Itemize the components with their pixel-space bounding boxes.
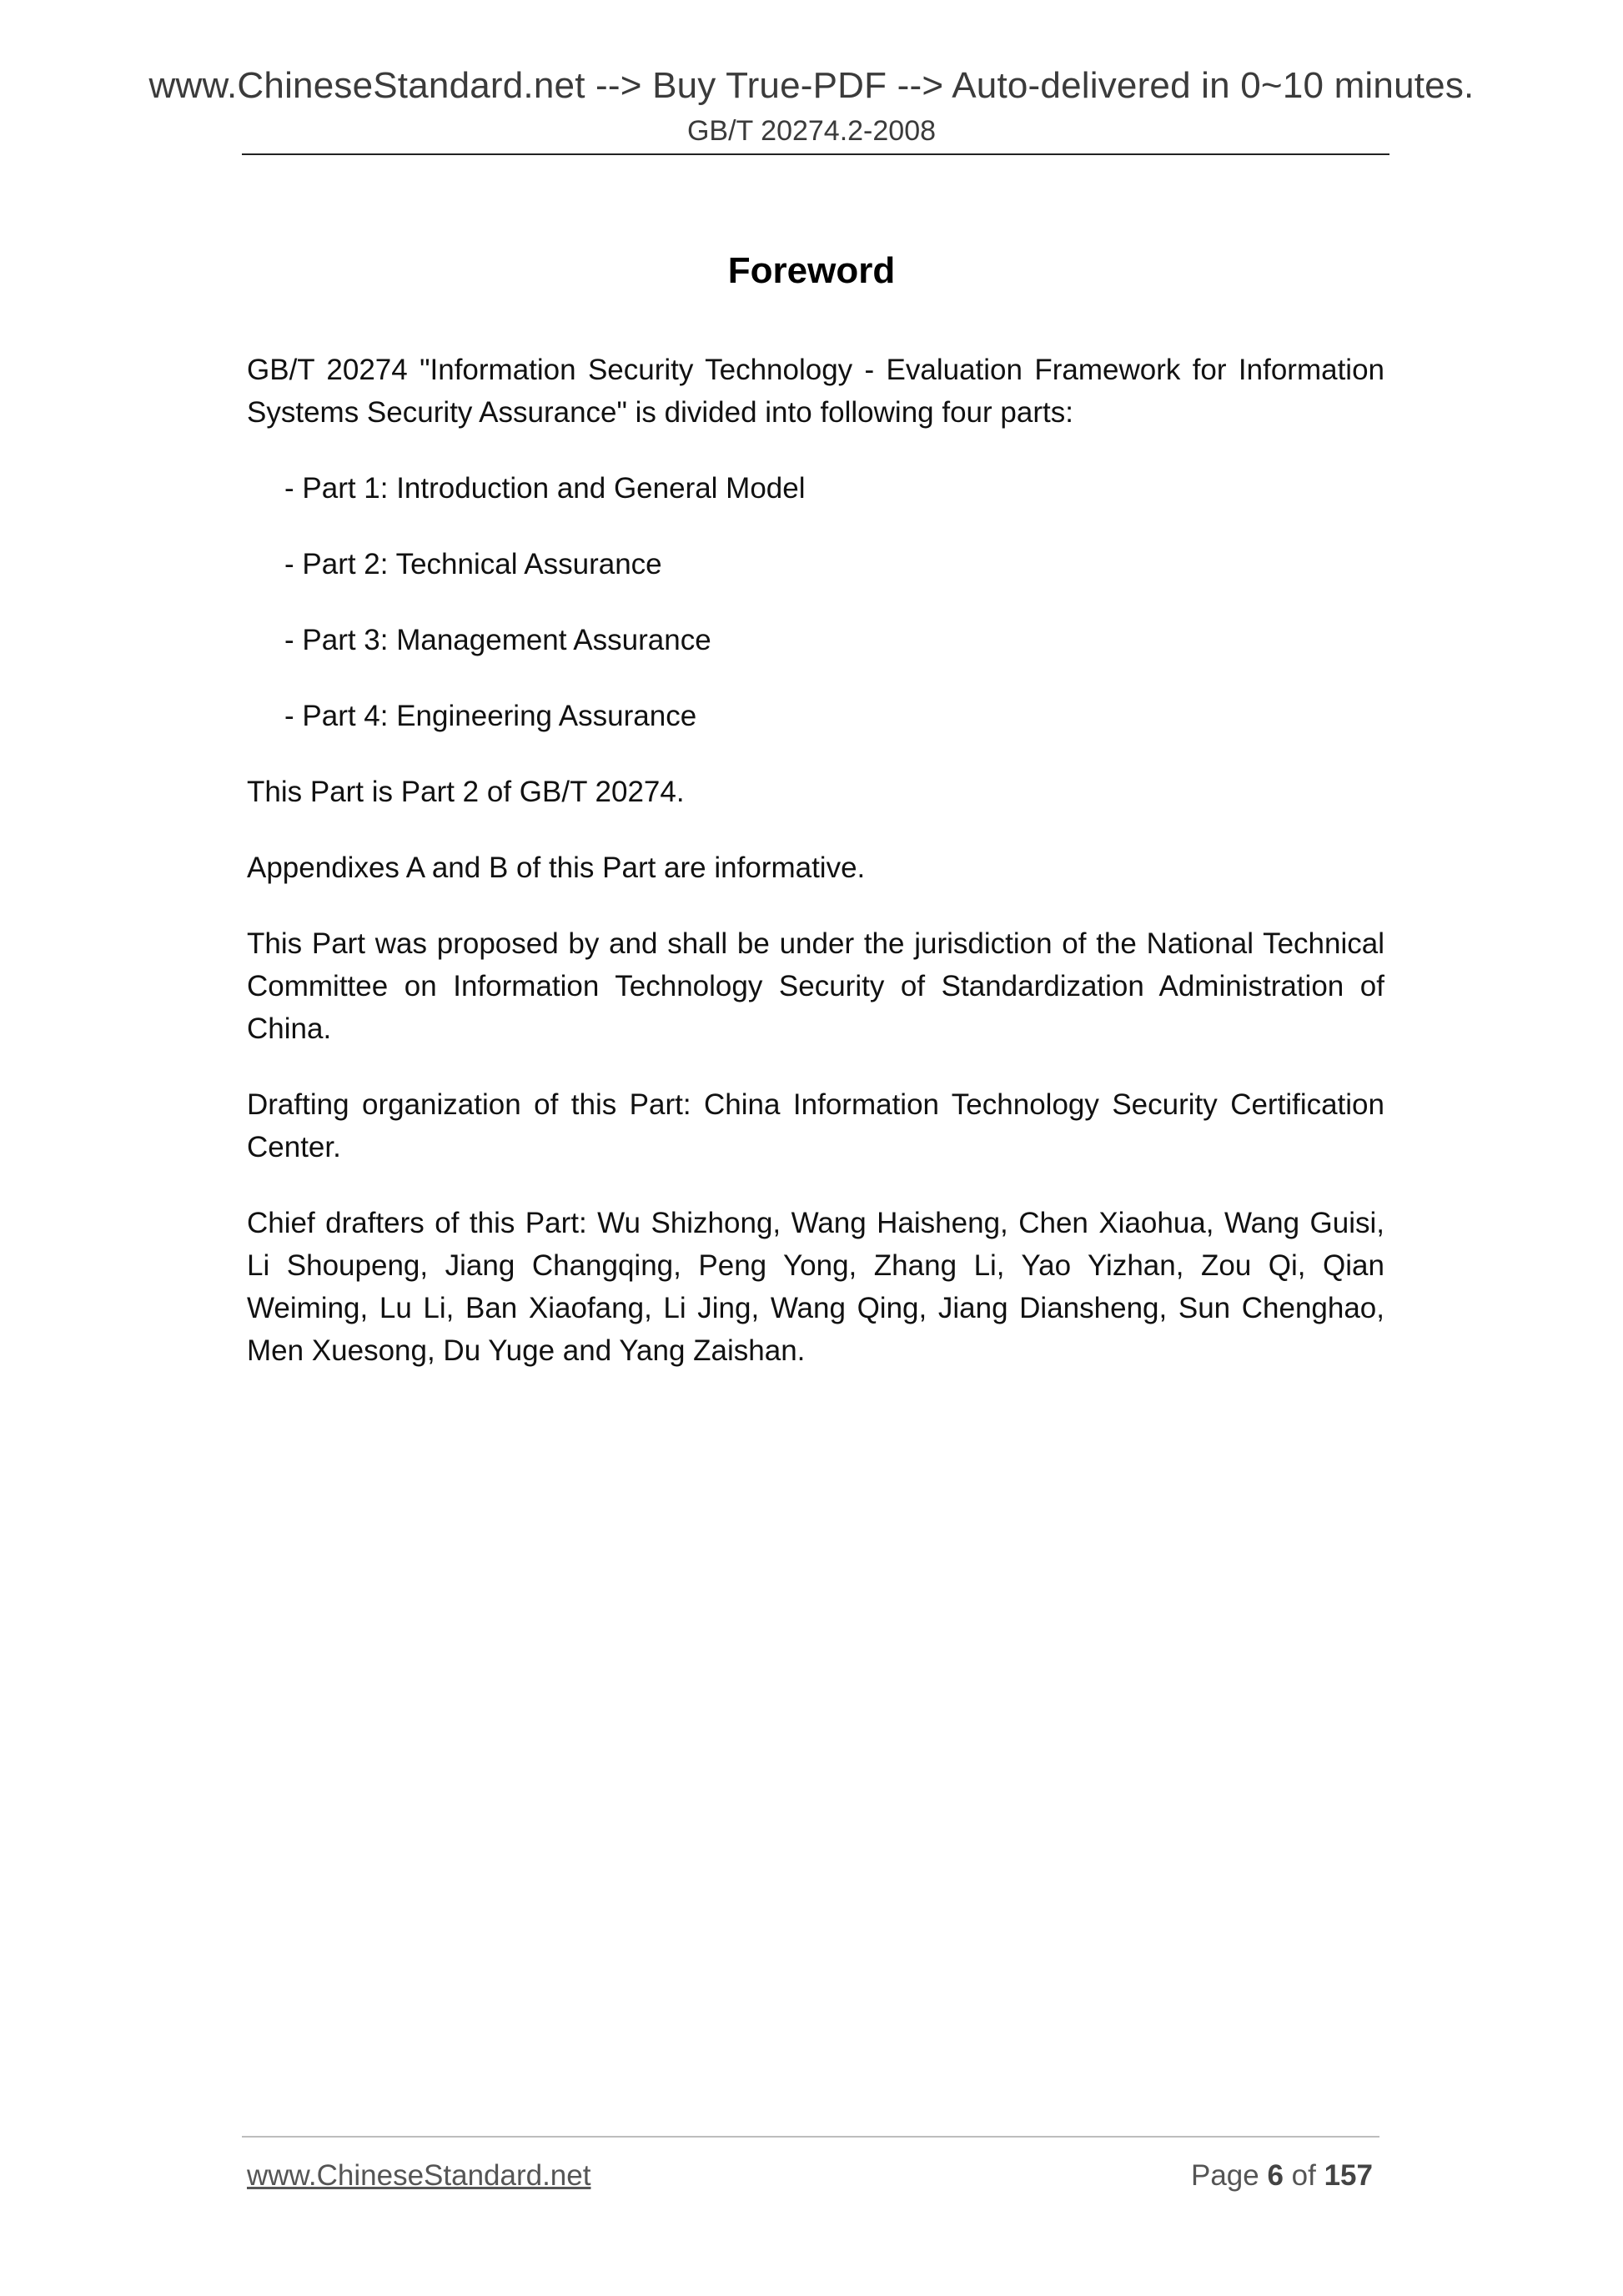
part-statement: This Part is Part 2 of GB/T 20274. [247, 776, 685, 808]
intro-paragraph: GB/T 20274 "Information Security Technology - Evaluation Framework for Information Systems Security Assurance" is divided into following four parts: [247, 354, 1384, 429]
standard-code: GB/T 20274.2-2008 [686, 115, 937, 147]
page-prefix: Page [1190, 2159, 1259, 2192]
top-banner: www.ChineseStandard.net --> Buy True-PDF --> Auto-delivered in 0~10 minutes. [148, 65, 1475, 106]
chief-drafters-paragraph: Chief drafters of this Part: Wu Shizhong, Wang Haisheng, Chen Xiaohua, Wang Guisi, Li Shoupeng, Jiang Changqing, Peng Yong, Zhang Li, Yao Yizhan, Zou Qi, Qian Weiming, Lu Li, Ban Xiaofang, Li Jing, Wang Qing, Jiang Diansheng, Sun Chenghao, Men Xuesong, Du Yuge and Yang Zaishan. [247, 1207, 1384, 1367]
part-list-item: - Part 4: Engineering Assurance [284, 700, 697, 732]
jurisdiction-paragraph: This Part was proposed by and shall be under the jurisdiction of the National Technical Committee on Information Technology Security of Standardization Administration of China. [247, 927, 1384, 1045]
current-page: 6 [1267, 2159, 1284, 2192]
appendix-statement: Appendixes A and B of this Part are informative. [247, 852, 866, 884]
document-body [247, 349, 1384, 1405]
page-of: of [1291, 2159, 1316, 2192]
drafting-org-paragraph: Drafting organization of this Part: China Information Technology Security Certification Center. [247, 1088, 1384, 1163]
page-number [1191, 2159, 1373, 2193]
part-list-item: - Part 2: Technical Assurance [284, 548, 662, 580]
page-title: Foreword [727, 250, 896, 291]
footer-website-link[interactable]: www.ChineseStandard.net [247, 2159, 591, 2192]
header-divider [242, 153, 1389, 155]
total-pages: 157 [1324, 2159, 1373, 2192]
part-list-item: - Part 1: Introduction and General Model [284, 472, 806, 505]
footer-divider [242, 2136, 1379, 2138]
part-list-item: - Part 3: Management Assurance [284, 624, 711, 656]
